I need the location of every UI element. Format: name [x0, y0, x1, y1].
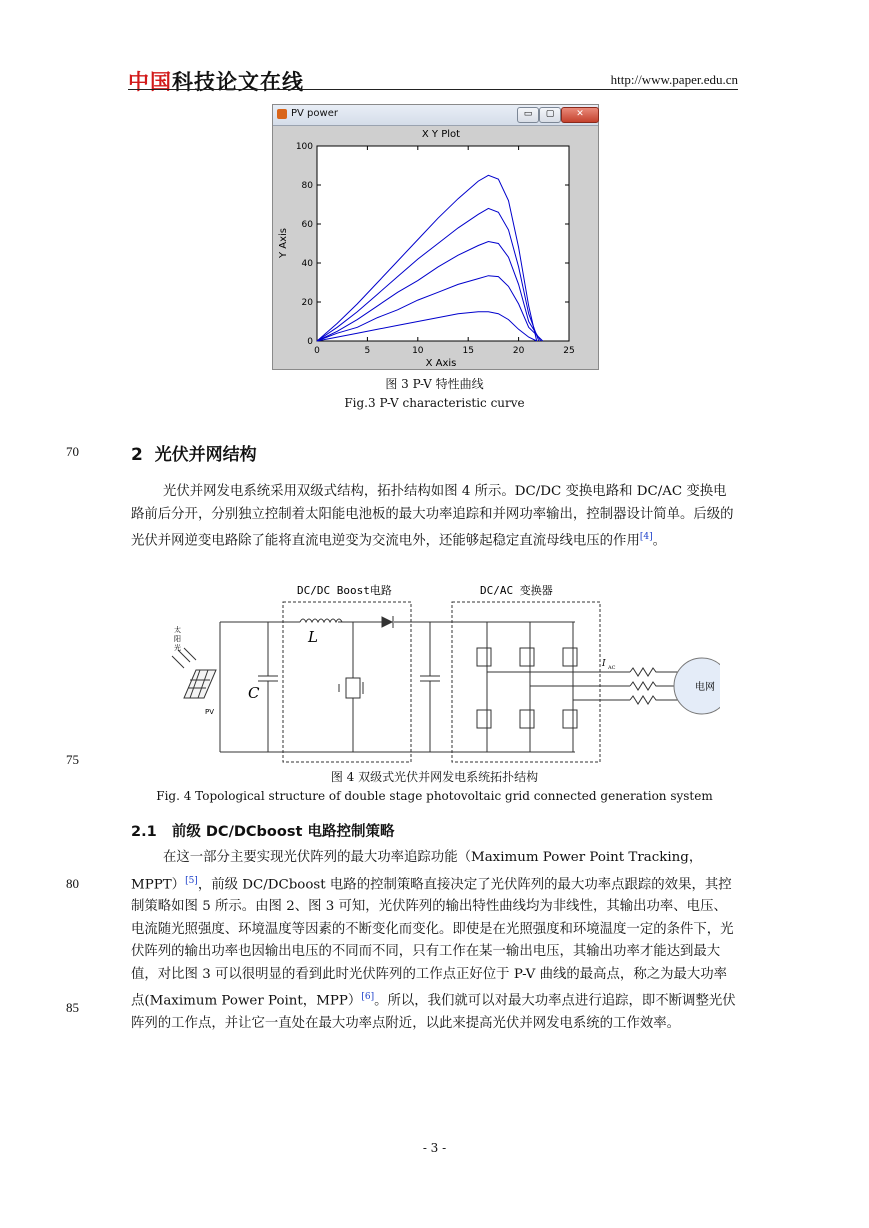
section-2-heading — [131, 440, 257, 465]
chart-title: X Y Plot — [421, 129, 461, 140]
header-rule — [128, 89, 738, 90]
fig4-caption-cn: 图 4 双级式光伏并网发电系统拓扑结构 — [330, 770, 539, 784]
section-2-1-heading — [131, 820, 394, 841]
logo-black-text: 科技论文在线 — [172, 70, 304, 94]
line-number-80: 80 — [66, 876, 79, 891]
fig3-caption-en: Fig.3 P-V characteristic curve — [344, 396, 525, 410]
matlab-icon — [277, 109, 287, 119]
paragraph-part-3: 。所以，我们就可以对最大功率点进行追踪，即不断调整光伏阵列的工作点，并让它一直处在最大功率点附近，以此来提高光伏并网发电系统的工作效率。 — [131, 993, 736, 1032]
inverter-box — [452, 602, 600, 762]
capacitor-label: C — [248, 684, 260, 702]
maximize-button[interactable]: ▢ — [539, 107, 561, 123]
plot-area — [317, 146, 569, 341]
paragraph-part-2: ，前级 DC/DCboost 电路的控制策略直接决定了光伏阵列的最大功率点跟踪的效果，其控制策略如图 5 所示。由图 2、图 3 可知，光伏阵列的输出特性曲线均为非线性，其输出功率、电压、电流随光照强度、环境温度等因素的不断变化而变化。即使是在光照强度和环境温度一定的条件下，光伏阵列的输出功率也因输出电压的不同而不同，只有工作在某一输出电压，其输出功率才能达到最大值，对比图 3 可以很明显的看到此时光伏阵列的工作点正好位于 P-V 曲线的最高点，称之为最大功率点(Maximum Power Point，MPP） — [131, 876, 734, 1009]
section-title: 光伏并网结构 — [154, 445, 257, 465]
x-tick-label: 5 — [364, 346, 371, 356]
window-titlebar[interactable] — [273, 105, 598, 126]
inductor-label: L — [308, 628, 318, 646]
iac-label: I — [602, 659, 606, 669]
paragraph-part-1: 在这一部分主要实现光伏阵列的最大功率追踪功能（Maximum Power Point Tracking，MPPT） — [131, 850, 703, 892]
paragraph-section2-1 — [131, 847, 738, 1036]
pv-power-window — [272, 104, 599, 370]
paragraph-end: 。 — [652, 533, 666, 549]
logo-red-text: 中国 — [128, 70, 172, 94]
iac-sub-label: AC — [608, 665, 616, 671]
header-url[interactable]: http://www.paper.edu.cn — [610, 72, 738, 87]
citation-6[interactable]: [6] — [361, 992, 375, 1003]
x-tick-label: 15 — [462, 346, 474, 356]
citation-5[interactable]: [5] — [185, 875, 198, 886]
y-tick-label: 60 — [301, 220, 313, 230]
page-number: - 3 - — [422, 1141, 447, 1155]
y-tick-label: 100 — [295, 142, 313, 152]
xy-plot — [273, 125, 598, 369]
journal-logo — [128, 66, 304, 96]
y-tick-label: 40 — [301, 259, 313, 269]
sunlight-label: 太阳光 — [174, 626, 181, 652]
line-number-75: 75 — [66, 752, 79, 767]
x-tick-label: 0 — [314, 346, 320, 356]
minimize-button[interactable]: ▭ — [517, 107, 539, 123]
window-title: PV power — [291, 108, 338, 119]
grid-label: 电网 — [695, 682, 715, 693]
y-tick-label: 0 — [307, 337, 313, 347]
citation-4[interactable]: [4] — [639, 532, 653, 542]
fig4-caption-en: Fig. 4 Topological structure of double stage photovoltaic grid connected generation system — [156, 789, 713, 803]
line-number-85: 85 — [66, 1000, 79, 1015]
paragraph-text: 光伏并网发电系统采用双级式结构，拓扑结构如图 4 所示。DC/DC 变换电路和 DC/AC 变换电路前后分开，分别独立控制着太阳能电池板的最大功率追踪和并网功率输出，控制器设计简单。后级的光伏并网逆变电路除了能将直流电逆变为交流电外，还能够起稳定直流母线电压的作用 — [131, 484, 734, 549]
boost-label: DC/DC Boost电路 — [297, 584, 392, 597]
line-number-70: 70 — [66, 444, 79, 459]
x-axis-label: X Axis — [425, 358, 457, 369]
y-tick-label: 80 — [301, 181, 313, 191]
y-axis-label: Y Axis — [278, 227, 289, 259]
pv-label: PV — [205, 708, 215, 716]
boost-box — [283, 602, 411, 762]
fig3-caption-cn: 图 3 P-V 特性曲线 — [385, 377, 484, 391]
section-number: 2 — [131, 445, 143, 465]
subsection-number: 2.1 — [131, 824, 157, 840]
y-tick-label: 20 — [301, 298, 313, 308]
paragraph-section2 — [131, 481, 738, 553]
x-tick-label: 25 — [563, 346, 575, 356]
topology-diagram — [160, 580, 720, 770]
inverter-label: DC/AC 变换器 — [480, 584, 553, 597]
x-tick-label: 10 — [412, 346, 424, 356]
x-tick-label: 20 — [512, 346, 525, 356]
subsection-title: 前级 DC/DCboost 电路控制策略 — [171, 824, 395, 840]
close-button[interactable]: ✕ — [561, 107, 599, 123]
